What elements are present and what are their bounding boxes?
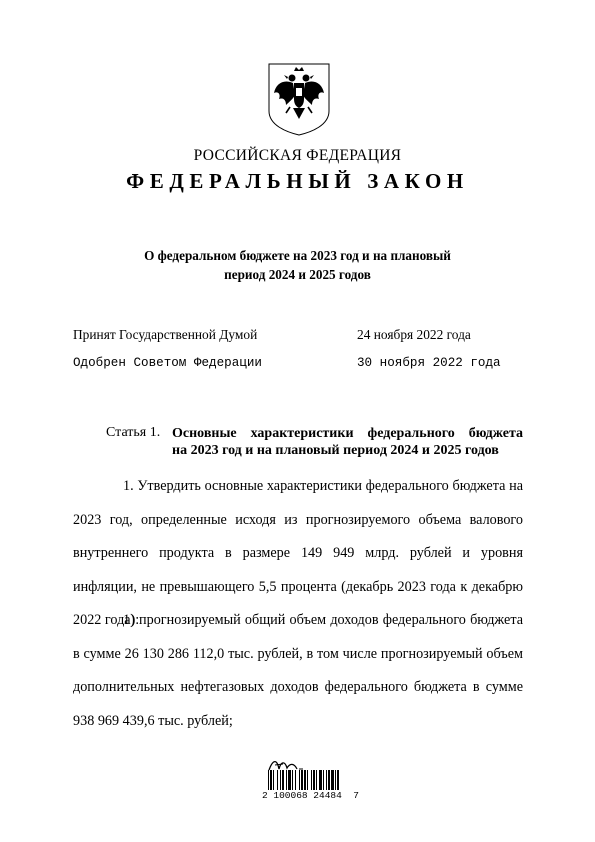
- paragraph-2: [73, 604, 523, 738]
- approval-council-label: Одобрен Советом Федерации: [73, 356, 262, 370]
- country-name: РОССИЙСКАЯ ФЕДЕРАЦИЯ: [193, 147, 402, 164]
- law-title: [0, 246, 595, 284]
- article-heading: [172, 425, 523, 459]
- article-label: Статья 1.: [106, 425, 161, 440]
- law-title-line2: период 2024 и 2025 годов: [224, 267, 371, 282]
- barcode-icon: [268, 770, 368, 790]
- document-type: ФЕДЕРАЛЬНЫЙ ЗАКОН: [126, 169, 469, 193]
- article-heading-line1: Основные характеристики федерального бюджета: [172, 426, 523, 441]
- paragraph-1-text: 1. Утвердить основные характеристики федерального бюджета на 2023 год, определенные исходя из прогнозируемого объема валового внутреннего продукта в размере 149 949 млрд. рублей и уровня инфляции, не превышающего 5,5 процента (декабрь 2023 года к декабрю 2022 года):: [73, 478, 523, 629]
- paragraph-2-text: 1) прогнозируемый общий объем доходов федерального бюджета в сумме 26 130 286 112,0 тыс. рублей, в том числе прогнозируемый объем дополнительных нефтегазовых доходов федерального бюджета в сумме 938 969 439,6 тыс. рублей;: [73, 612, 523, 729]
- russian-coat-of-arms-icon: [266, 61, 332, 137]
- article-heading-line2: на 2023 год и на плановый период 2024 и 2025 годов: [172, 443, 499, 458]
- approval-duma-date: 24 ноября 2022 года: [357, 327, 471, 342]
- law-title-line1: О федеральном бюджете на 2023 год и на плановый: [144, 248, 451, 263]
- barcode-number: 2 100068 24484 7: [262, 790, 359, 801]
- approval-duma-label: Принят Государственной Думой: [73, 327, 258, 342]
- approval-council-date: 30 ноября 2022 года: [357, 356, 501, 370]
